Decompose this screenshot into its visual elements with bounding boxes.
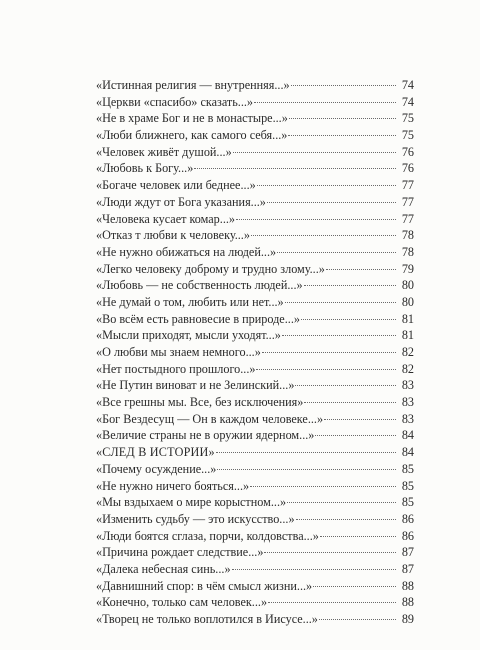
dot-leader xyxy=(268,601,396,603)
dot-leader xyxy=(304,401,396,403)
toc-entry-title: «Давнишний спор: в чём смысл жизни...» xyxy=(96,578,313,593)
toc-entry-title: «Нет постыдного прошлого...» xyxy=(96,361,256,376)
toc-entry xyxy=(96,611,414,628)
dot-leader xyxy=(194,167,396,169)
toc-entry xyxy=(96,561,414,578)
toc-entry-title: «Бог Вездесущ — Он в каждом человеке...» xyxy=(96,411,324,426)
toc-entry xyxy=(96,194,414,211)
toc-entry-page-number: 75 xyxy=(401,111,414,126)
toc-entry-title: «Все грешны мы. Все, без исключения» xyxy=(96,395,304,410)
dot-leader xyxy=(256,368,396,370)
toc-entry-page-number: 85 xyxy=(401,461,414,476)
dot-leader xyxy=(324,418,396,420)
toc-entry-page-number: 81 xyxy=(401,311,414,326)
toc-entry xyxy=(96,511,414,528)
toc-entry xyxy=(96,461,414,478)
toc-entry-title: «Церкви «спасибо» сказать...» xyxy=(96,94,254,109)
dot-leader xyxy=(262,351,396,353)
dot-leader xyxy=(257,184,396,186)
toc-entry-title: «Человека кусает комар...» xyxy=(96,211,236,226)
toc-entry-page-number: 78 xyxy=(401,244,414,259)
toc-entry-title: «Величие страны не в оружии ядерном...» xyxy=(96,428,315,443)
toc-entry xyxy=(96,127,414,144)
dot-leader xyxy=(313,585,396,587)
dot-leader xyxy=(217,468,396,470)
toc-entry xyxy=(96,594,414,611)
toc-entry-title: «Легко человеку доброму и трудно злому...» xyxy=(96,261,325,276)
toc-entry-page-number: 83 xyxy=(401,395,414,410)
toc-entry-title: «Не нужно ничего бояться...» xyxy=(96,478,250,493)
dot-leader xyxy=(236,218,396,220)
toc-entry-page-number: 85 xyxy=(401,478,414,493)
toc-entry-page-number: 89 xyxy=(401,612,414,626)
dot-leader xyxy=(304,284,396,286)
toc-entry xyxy=(96,110,414,127)
toc-entry-page-number: 77 xyxy=(401,194,414,209)
toc-entry xyxy=(96,394,414,411)
toc-entry-page-number: 76 xyxy=(401,144,414,159)
dot-leader xyxy=(254,101,396,103)
toc-entry-page-number: 77 xyxy=(401,211,414,226)
toc-entry xyxy=(96,411,414,428)
dot-leader xyxy=(267,201,396,203)
toc-entry xyxy=(96,427,414,444)
toc-entry-page-number: 87 xyxy=(401,545,414,560)
toc-entry xyxy=(96,227,414,244)
toc-entry-title: «Далека небесная синь...» xyxy=(96,561,231,576)
toc-entry-page-number: 77 xyxy=(401,178,414,193)
dot-leader xyxy=(232,568,396,570)
toc-entry xyxy=(96,478,414,495)
dot-leader xyxy=(315,434,396,436)
dot-leader xyxy=(250,485,396,487)
toc-entry-title: «Человек живёт душой...» xyxy=(96,144,232,159)
toc-entry-page-number: 82 xyxy=(401,345,414,359)
toc-entry-page-number: 80 xyxy=(401,278,414,293)
toc-entry-title: «Люди боятся сглаза, порчи, колдовства...» xyxy=(96,528,319,543)
dot-leader xyxy=(288,134,396,136)
dot-leader xyxy=(301,318,396,320)
toc-entry-page-number: 86 xyxy=(401,528,414,543)
toc-entry-title: «Не думай о том, любить или нет...» xyxy=(96,294,284,309)
toc-entry-title: «Мы вздыхаем о мире корыстном...» xyxy=(96,495,287,510)
toc-entry-title: «Люди ждут от Бога указания...» xyxy=(96,194,266,209)
toc-entry-title: «Почему осуждение...» xyxy=(96,461,217,476)
toc-entry-title: «О любви мы знаем немного...» xyxy=(96,345,261,359)
toc-entry xyxy=(96,77,414,94)
toc-entry-page-number: 82 xyxy=(401,361,414,376)
toc-entry-page-number: 84 xyxy=(401,428,414,443)
toc-entry xyxy=(96,544,414,561)
toc-entry-title: «Изменить судьбу — это искусство...» xyxy=(96,511,295,526)
toc-entry-page-number: 85 xyxy=(401,495,414,510)
toc-entry xyxy=(96,211,414,228)
toc-entry-title: «Отказ т любви к человеку...» xyxy=(96,228,250,243)
toc-entry-title: «Не нужно обижаться на людей...» xyxy=(96,244,277,259)
toc-entry-title: «Во всём есть равновесие в природе...» xyxy=(96,311,300,326)
toc-entry xyxy=(96,361,414,378)
toc-entry-title: «Любовь — не собственность людей...» xyxy=(96,278,303,293)
toc-entry-page-number: 87 xyxy=(401,561,414,576)
toc-entry xyxy=(96,261,414,278)
dot-leader xyxy=(282,334,396,336)
toc-entry xyxy=(96,377,414,394)
toc-entry-title: «Мысли приходят, мысли уходят...» xyxy=(96,328,281,343)
toc-entry xyxy=(96,578,414,595)
dot-leader xyxy=(264,551,396,553)
dot-leader xyxy=(320,535,396,537)
toc-entry-page-number: 83 xyxy=(401,411,414,426)
dot-leader xyxy=(295,384,396,386)
dot-leader xyxy=(277,251,396,253)
toc-entry-title: «Конечно, только сам человек...» xyxy=(96,595,268,610)
toc-entry xyxy=(96,160,414,177)
toc-entry xyxy=(96,344,414,361)
dot-leader xyxy=(291,84,396,86)
toc-entry-title: «Любовь к Богу...» xyxy=(96,161,194,176)
toc-entry xyxy=(96,144,414,161)
dot-leader xyxy=(326,268,396,270)
toc-entry-page-number: 76 xyxy=(401,161,414,176)
toc-entry-title: «Не Путин виноват и не Зелинский...» xyxy=(96,378,295,393)
toc-entry xyxy=(96,94,414,111)
toc-entry-title: «Творец не только воплотился в Иисусе...» xyxy=(96,612,318,626)
toc-entry-title: «Не в храме Бог и не в монастыре...» xyxy=(96,111,288,126)
table-of-contents xyxy=(96,77,414,628)
dot-leader xyxy=(287,501,396,503)
toc-entry xyxy=(96,311,414,328)
toc-entry-page-number: 74 xyxy=(401,78,414,92)
dot-leader xyxy=(216,451,396,453)
toc-entry-page-number: 88 xyxy=(401,578,414,593)
toc-entry-page-number: 81 xyxy=(401,328,414,343)
dot-leader xyxy=(289,117,396,119)
toc-entry-title: «Люби ближнего, как самого себя...» xyxy=(96,128,288,143)
toc-entry-title: «Богаче человек или беднее...» xyxy=(96,178,256,193)
dot-leader xyxy=(296,518,396,520)
dot-leader xyxy=(233,151,396,153)
toc-entry-page-number: 74 xyxy=(401,94,414,109)
toc-entry xyxy=(96,327,414,344)
toc-entry-title: «Причина рождает следствие...» xyxy=(96,545,264,560)
dot-leader xyxy=(285,301,396,303)
toc-entry xyxy=(96,528,414,545)
toc-entry xyxy=(96,444,414,461)
toc-entry xyxy=(96,277,414,294)
toc-entry-page-number: 84 xyxy=(401,445,414,460)
toc-entry-page-number: 78 xyxy=(401,228,414,243)
toc-entry xyxy=(96,294,414,311)
toc-entry-page-number: 83 xyxy=(401,378,414,393)
dot-leader xyxy=(319,618,396,620)
dot-leader xyxy=(251,234,396,236)
toc-entry xyxy=(96,494,414,511)
toc-entry xyxy=(96,177,414,194)
toc-entry-page-number: 80 xyxy=(401,294,414,309)
toc-entry-page-number: 75 xyxy=(401,128,414,143)
toc-entry-title: «Истинная религия — внутренняя...» xyxy=(96,78,290,92)
toc-entry-page-number: 79 xyxy=(401,261,414,276)
toc-entry-title: «СЛЕД В ИСТОРИИ» xyxy=(96,445,215,460)
toc-entry xyxy=(96,244,414,261)
toc-entry-page-number: 88 xyxy=(401,595,414,610)
toc-entry-page-number: 86 xyxy=(401,511,414,526)
